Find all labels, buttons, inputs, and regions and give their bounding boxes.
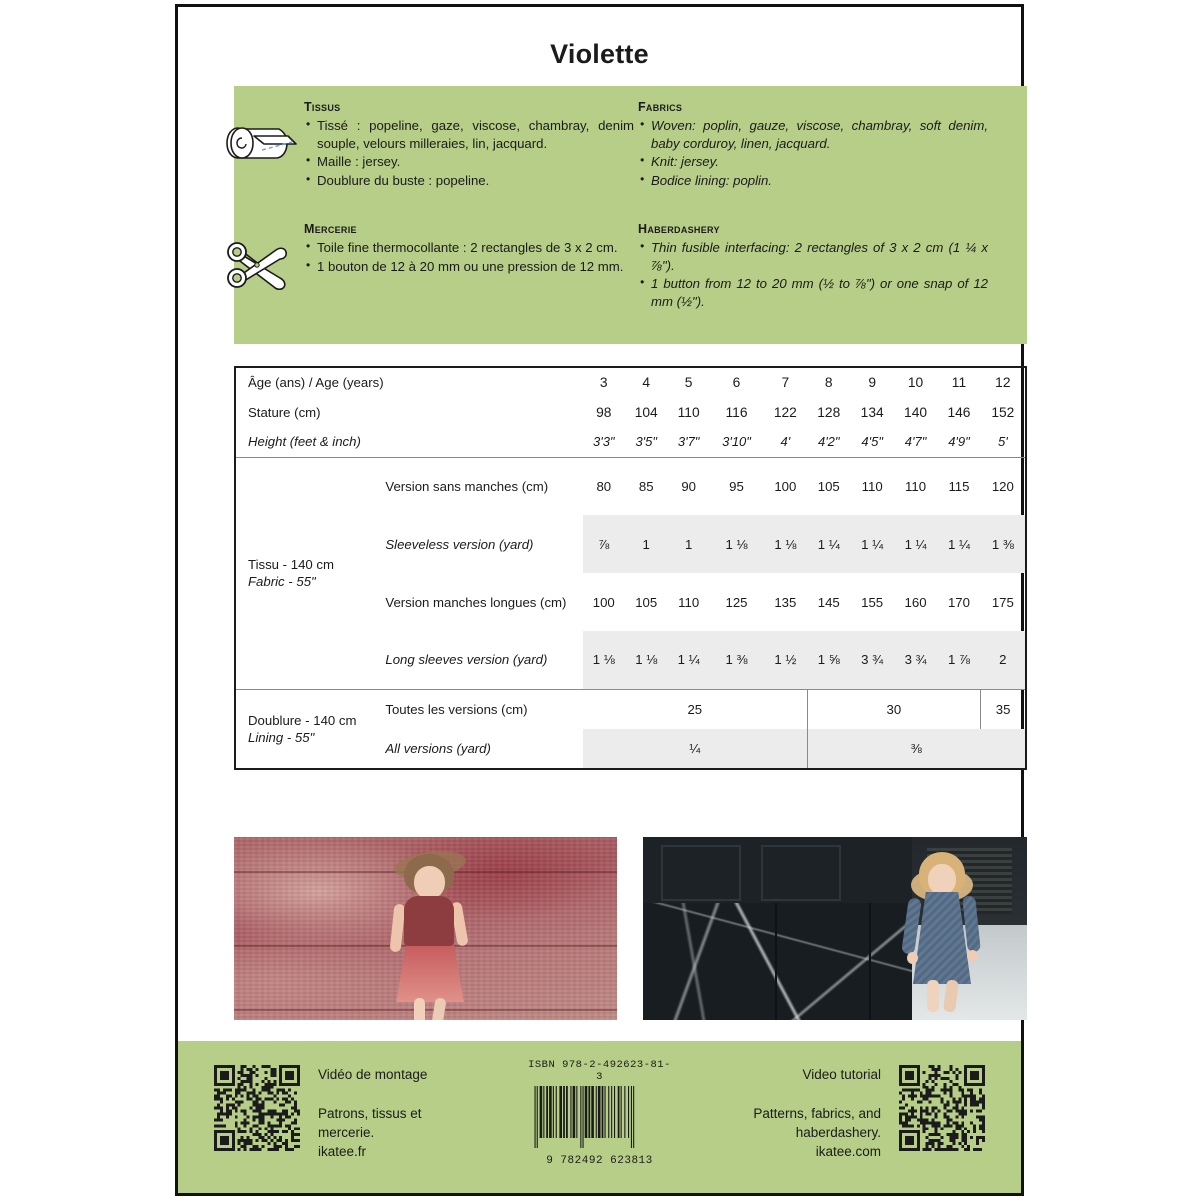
row-label-cell: Long sleeves version (yard) [385,652,548,668]
sizes-table [234,366,1027,770]
haberdashery-en-heading: Haberdashery [638,222,720,236]
list-item: • Knit: jersey. [638,153,988,171]
row-label-cell: All versions (yard) [385,741,491,756]
fabric-roll-icon [218,106,302,180]
size-header-cell: 146 [947,404,971,420]
size-header-cell: 4 [642,375,651,390]
yardage-span-cell: 35 [981,689,1026,729]
footer-left-group [214,1065,427,1161]
size-header-cell: 4'7" [904,434,927,450]
header-row-label: Height (feet & inch) [248,434,361,450]
yardage-cell: 1 ⅞ [937,631,980,689]
photo-long-sleeve-blue-dress [643,837,1027,1020]
yardage-cell: 115 [948,478,970,494]
yardage-cell: 1 ¼ [894,515,937,573]
group-label-cell [235,689,377,769]
size-header-cell: 5' [997,434,1008,450]
group-label-cell [235,457,377,689]
size-header-cell: 3'7" [677,434,700,450]
yardage-cell: 125 [725,594,748,610]
size-header-cell: 10 [907,375,924,390]
yardage-cell: 1 ⅛ [625,631,668,689]
size-header-cell: 7 [781,375,790,390]
group-label-en: Fabric - 55" [248,574,316,589]
header-row-label: Stature (cm) [248,404,321,420]
table-row [235,689,1026,729]
size-and-yardage-table [234,366,1027,770]
size-header-cell: 98 [596,404,612,420]
photo-strip [234,837,1027,1020]
yardage-cell: 90 [681,478,696,494]
yardage-cell: 105 [635,594,658,610]
shop-line2-fr: mercerie. [318,1125,375,1140]
row-label-cell: Sleeveless version (yard) [385,536,534,552]
size-header-cell: 116 [725,404,748,420]
size-header-cell: 8 [824,375,833,390]
haberdashery-en-list [638,239,988,310]
row-label-cell: Version sans manches (cm) [385,478,549,494]
website-en[interactable]: ikatee.com [815,1144,881,1159]
yardage-span-cell: 25 [687,701,703,717]
size-header-cell: 128 [817,404,841,420]
yardage-cell: 1 ⅜ [709,631,763,689]
isbn-barcode [527,1059,672,1167]
yardage-cell: 95 [729,478,744,494]
size-header-cell: 3'5" [635,434,657,450]
yardage-cell: 110 [678,594,700,610]
yardage-cell: 1 [625,515,668,573]
list-item: • Thin fusible interfacing: 2 rectangles of 3 x 2 cm (1 ¼ x ⅞"). [638,239,988,274]
scissors-icon [218,228,302,302]
yardage-cell: 175 [991,594,1014,610]
list-item: • 1 button from 12 to 20 mm (½ to ⅞") or one snap of 12 mm (½"). [638,275,988,310]
haberdashery-english-column [638,222,988,311]
barcode-digits: 9 782492 623813 [546,1155,653,1167]
size-header-cell: 3'10" [722,434,751,450]
shop-line2-en: haberdashery. [795,1125,881,1140]
haberdashery-french-column [304,222,634,276]
yardage-cell: ⅞ [583,515,624,573]
haberdashery-fr-heading: Mercerie [304,222,357,236]
barcode-bars [535,1086,665,1148]
yardage-cell: 1 ⅜ [981,515,1026,573]
model-red-dress [386,852,472,1020]
shop-line1-en: Patterns, fabrics, and [753,1106,881,1121]
qr-code-video-fr[interactable] [214,1065,300,1151]
website-fr[interactable]: ikatee.fr [318,1144,367,1159]
group-label-fr: Tissu - 140 cm [248,557,334,572]
haberdashery-fr-list [304,239,634,275]
size-header-cell: 110 [677,404,700,420]
materials-info-band [234,86,1027,344]
size-header-cell: 4' [780,434,791,450]
yardage-cell: 1 ¼ [668,631,709,689]
yardage-span-cell: ¼ [583,729,807,769]
fabrics-french-column [304,100,634,190]
group-label-fr: Doublure - 140 cm [248,712,357,728]
video-label-en: Video tutorial [802,1067,881,1082]
list-item: • Doublure du buste : popeline. [304,172,634,190]
size-header-cell: 12 [995,375,1011,390]
list-item: • Woven: poplin, gauze, viscose, chambray, soft denim, baby corduroy, linen, jacquard. [638,117,988,152]
table-header-row [235,397,1026,427]
size-header-cell: 6 [732,375,741,390]
yardage-cell: 1 ½ [764,631,807,689]
yardage-cell: 1 ⅝ [807,631,850,689]
header-row-label: Âge (ans) / Age (years) [248,375,384,390]
list-item: • Toile fine thermocollante : 2 rectangles de 3 x 2 cm. [304,239,634,257]
yardage-cell: 85 [638,478,654,494]
yardage-cell: 135 [774,594,797,610]
size-header-cell: 140 [904,404,928,420]
video-label-fr: Vidéo de montage [318,1067,428,1082]
size-header-cell: 152 [991,404,1015,420]
qr-code-video-en[interactable] [899,1065,985,1151]
yardage-cell: 110 [905,478,927,494]
model-blue-dress [903,852,981,1012]
isbn-text: ISBN 978-2-492623-81-3 [528,1059,671,1083]
yardage-span-cell: ⅜ [807,729,1026,769]
fabrics-en-heading: Fabrics [638,100,683,114]
size-header-cell: 122 [773,404,797,420]
yardage-cell: 1 [668,515,709,573]
footer-band [178,1041,1021,1193]
fabrics-fr-heading: Tissus [304,100,341,114]
footer-right-group [753,1065,985,1161]
size-header-cell: 3 [599,375,608,390]
table-header-row [235,427,1026,457]
yardage-cell: 120 [991,478,1014,494]
fabrics-english-column [638,100,988,190]
list-item: • Tissé : popeline, gaze, viscose, chambray, denim souple, velours milleraies, lin, jacquard. [304,117,634,152]
yardage-cell: 160 [904,594,927,610]
yardage-cell: 1 ¼ [807,515,850,573]
yardage-cell: 1 ¼ [937,515,980,573]
footer-right-text [753,1065,881,1161]
yardage-cell: 1 ¼ [850,515,893,573]
shop-line1-fr: Patrons, tissus et [318,1106,422,1121]
size-header-cell: 9 [868,375,876,390]
size-header-cell: 134 [860,404,884,420]
yardage-cell: 1 ⅛ [583,631,624,689]
yardage-cell: 145 [817,594,840,610]
size-header-cell: 4'5" [861,434,883,450]
photo-sleeveless-red-dress [234,837,617,1020]
yardage-cell: 1 ⅛ [764,515,807,573]
yardage-cell: 1 ⅛ [709,515,763,573]
yardage-cell: 170 [947,594,970,610]
fabrics-en-list [638,117,988,189]
yardage-cell: 105 [817,478,840,494]
footer-left-text [318,1065,427,1161]
list-item: • Bodice lining: poplin. [638,172,988,190]
size-header-cell: 4'9" [948,434,970,450]
yardage-cell: 100 [774,478,797,494]
fabrics-fr-list [304,117,634,189]
yardage-cell: 80 [596,478,612,494]
size-header-cell: 5 [684,375,693,390]
group-label-en: Lining - 55" [248,729,315,745]
yardage-cell: 110 [861,478,883,494]
size-header-cell: 104 [634,404,658,420]
table-row [235,457,1026,515]
yardage-cell: 155 [861,594,884,610]
row-label-cell: Toutes les versions (cm) [385,701,528,717]
yardage-cell: 100 [592,594,615,610]
size-header-cell: 11 [951,375,967,390]
table-header-row [235,367,1026,397]
list-item: • Maille : jersey. [304,153,634,171]
page-title: Violette [550,39,649,69]
pattern-back-cover [175,4,1024,1196]
yardage-span-cell: 30 [807,689,981,729]
size-header-cell: 3'3" [592,434,615,450]
yardage-cell: 2 [981,631,1026,689]
row-label-cell: Version manches longues (cm) [385,594,567,610]
size-header-cell: 4'2" [817,434,840,450]
yardage-cell: 3 ¾ [894,631,937,689]
yardage-cell: 3 ¾ [850,631,893,689]
list-item: • 1 bouton de 12 à 20 mm ou une pression de 12 mm. [304,258,634,276]
